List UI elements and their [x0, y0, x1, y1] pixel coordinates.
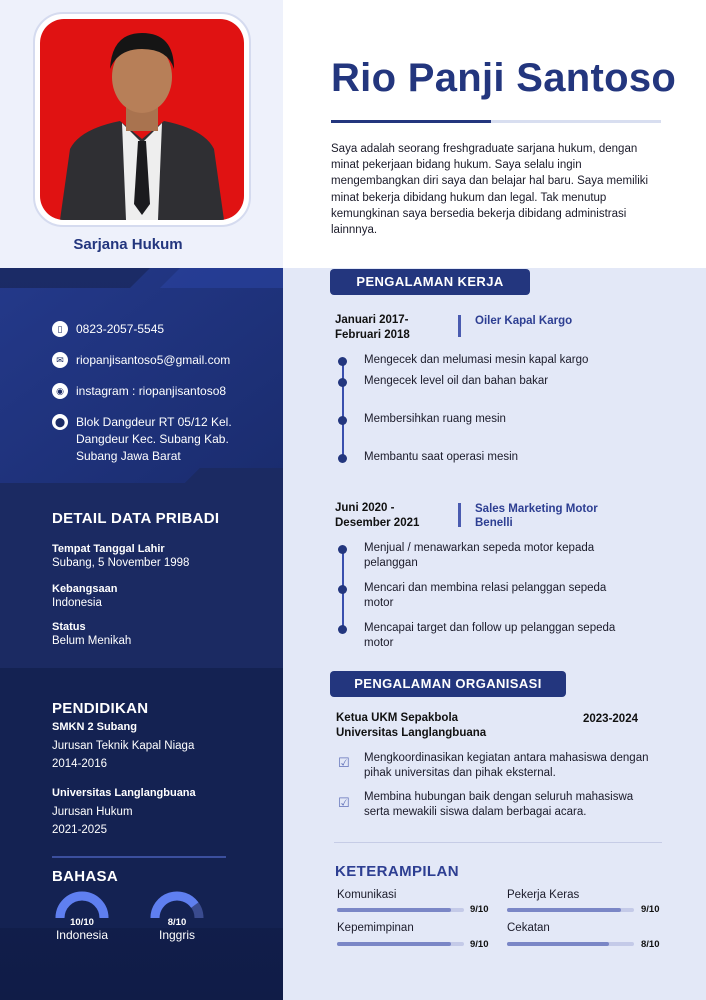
language-score: 10/10 — [70, 917, 94, 928]
skill-bar-fill — [337, 908, 451, 912]
timeline-dot — [338, 545, 347, 554]
job-task-line: pelanggan — [364, 557, 418, 569]
job-task-line: Mencapai target dan follow up pelanggan sepeda — [364, 622, 616, 634]
skill-bar-fill — [507, 942, 609, 946]
school-name: SMKN 2 Subang — [52, 721, 137, 733]
job-title — [463, 314, 572, 328]
language-name: Indonesia — [55, 928, 109, 942]
school-years: 2014-2016 — [52, 758, 107, 770]
email-icon: ✉ — [52, 352, 68, 368]
timeline-dot — [338, 585, 347, 594]
personal-label: Status — [52, 621, 86, 633]
personal-item — [52, 621, 131, 647]
timeline-dot — [338, 357, 347, 366]
language-score: 8/10 — [167, 917, 187, 928]
person-illustration — [40, 19, 244, 220]
skill-bar-track — [337, 908, 464, 912]
school-name: Universitas Langlangbuana — [52, 787, 196, 799]
education-section-title: PENDIDIKAN — [52, 700, 149, 717]
job-task-line: motor — [364, 637, 394, 649]
divider — [334, 842, 662, 843]
checkbox-icon: ☑ — [338, 795, 350, 810]
personal-value: Indonesia — [52, 597, 102, 609]
address-line: Subang Jawa Barat — [76, 449, 181, 463]
instagram-row[interactable] — [52, 383, 226, 400]
skill-bar-track — [337, 942, 464, 946]
skill-score: 9/10 — [641, 904, 660, 915]
address-line: Dangdeur Kec. Subang Kab. — [76, 432, 229, 446]
personal-label: Tempat Tanggal Lahir — [52, 543, 165, 555]
job-task: Membersihkan ruang mesin — [364, 413, 506, 425]
job-task: Membantu saat operasi mesin — [364, 451, 519, 463]
job-task — [364, 541, 594, 571]
language-section-title: BAHASA — [52, 868, 118, 885]
organization-task — [364, 751, 649, 781]
job-date-line: Juni 2020 - — [335, 502, 395, 514]
timeline-line — [342, 360, 344, 458]
degree-title: Sarjana Hukum — [73, 236, 183, 253]
timeline-dot — [338, 625, 347, 634]
skill-bar-track — [507, 908, 634, 912]
personal-item — [52, 543, 189, 569]
language-name: Inggris — [158, 928, 196, 942]
language-gauges — [40, 882, 230, 922]
phone-text: 0823-2057-5545 — [76, 322, 165, 336]
timeline-dot — [338, 416, 347, 425]
job-task-line: motor — [364, 597, 394, 609]
full-name: Rio Panji Santoso — [331, 56, 677, 100]
job-title-line: Sales Marketing Motor — [475, 503, 598, 515]
profile-summary: Saya adalah seorang freshgraduate sarjana hukum, dengan minat pekerjaan bidang hukum. Saya selalu ingin mengembangkan diri saya dan belajar hal baru. Saya memiliki minat bekerja dibidang hukum dan legal. Tak menutup kemungkinan saya bersedia bekerja dibidang administrasi lainnnya. — [331, 143, 649, 237]
education-item — [52, 787, 196, 836]
job-task — [364, 621, 615, 651]
timeline-dot — [338, 378, 347, 387]
personal-label: Kebangsaan — [52, 583, 118, 595]
instagram-icon: ◉ — [52, 383, 68, 399]
job-date-line: Desember 2021 — [335, 517, 420, 529]
job-task-line: Menjual / menawarkan sepeda motor kepada — [364, 542, 595, 554]
job-title-accent — [458, 503, 461, 527]
job-task: Mengecek level oil dan bahan bakar — [364, 375, 549, 387]
organization-role — [336, 711, 486, 741]
job-task-line: Mencari dan membina relasi pelanggan sepeda — [364, 582, 607, 594]
job-task: Mengecek dan melumasi mesin kapal kargo — [364, 354, 589, 366]
divider — [52, 856, 226, 858]
job-title-accent — [458, 315, 461, 337]
address-row — [52, 414, 232, 465]
organization-task-line: Mengkoordinasikan kegiatan antara mahasiswa dengan — [364, 752, 649, 764]
timeline-dot — [338, 454, 347, 463]
profile-photo — [40, 19, 244, 220]
skill-bar-fill — [507, 908, 621, 912]
organization-section-title: PENGALAMAN ORGANISASI — [330, 671, 566, 697]
job-title — [463, 502, 598, 530]
language-gauge-fill — [155, 896, 195, 918]
organization-role-line: Universitas Langlangbuana — [336, 727, 487, 739]
job-date-line: Februari 2018 — [335, 329, 410, 341]
address-line: Blok Dangdeur RT 05/12 Kel. — [76, 415, 232, 429]
personal-value: Belum Menikah — [52, 635, 132, 647]
language-gauge-fill — [60, 896, 104, 918]
skill-name: Komunikasi — [337, 889, 397, 901]
language-item — [40, 917, 124, 942]
skill-bar-track — [507, 942, 634, 946]
job-title-line: Benelli — [475, 517, 513, 529]
school-major: Jurusan Teknik Kapal Niaga — [52, 740, 195, 752]
job-title-line: Oiler Kapal Kargo — [475, 315, 573, 327]
job-date — [335, 313, 410, 343]
work-section-title: PENGALAMAN KERJA — [330, 269, 530, 295]
skills-section-title: KETERAMPILAN — [335, 863, 459, 880]
skill-score: 9/10 — [470, 904, 489, 915]
organization-task-line: serta mewakili siswa dalam berbagai acara. — [364, 806, 587, 818]
skill-name: Pekerja Keras — [507, 889, 580, 901]
instagram-text: instagram : riopanjisantoso8 — [76, 384, 227, 398]
phone-icon: ▯ — [52, 321, 68, 337]
personal-value: Subang, 5 November 1998 — [52, 557, 190, 569]
job-date — [335, 501, 419, 531]
personal-item — [52, 583, 117, 609]
school-years: 2021-2025 — [52, 824, 107, 836]
phone-row[interactable] — [52, 321, 164, 338]
skill-score: 8/10 — [641, 939, 660, 950]
education-item — [52, 721, 194, 770]
skill-score: 9/10 — [470, 939, 489, 950]
organization-role-line: Ketua UKM Sepakbola — [336, 712, 459, 724]
name-underline-accent — [331, 120, 491, 123]
skill-bar-fill — [337, 942, 451, 946]
email-row[interactable] — [52, 352, 230, 369]
job-date-line: Januari 2017- — [335, 314, 409, 326]
skill-name: Kepemimpinan — [337, 922, 414, 934]
checkbox-icon: ☑ — [338, 755, 350, 770]
personal-section-title: DETAIL DATA PRIBADI — [52, 510, 220, 527]
location-pin-icon: ⬤ — [52, 414, 68, 430]
organization-task-line: Membina hubungan baik dengan seluruh mahasiswa — [364, 791, 634, 803]
organization-task — [364, 790, 633, 820]
email-text: riopanjisantoso5@gmail.com — [76, 353, 231, 367]
skill-name: Cekatan — [507, 922, 550, 934]
school-major: Jurusan Hukum — [52, 806, 133, 818]
job-task — [364, 581, 606, 611]
organization-task-line: pihak universitas dan pihak eksternal. — [364, 767, 556, 779]
language-item — [135, 917, 219, 942]
organization-years: 2023-2024 — [583, 713, 638, 725]
